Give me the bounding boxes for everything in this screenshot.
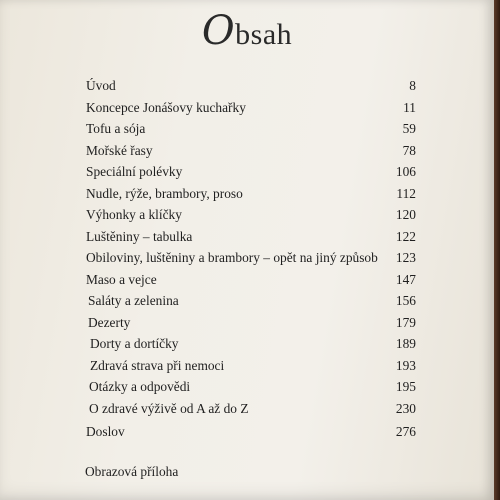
toc-entry-page: 123 <box>395 250 416 265</box>
book-edge <box>494 0 500 500</box>
toc-entry-title: Nudle, rýže, brambory, proso <box>86 185 243 201</box>
toc-entry <box>78 333 416 355</box>
toc-entry-title: Maso a vejce <box>86 271 157 287</box>
toc-entry-page: 122 <box>395 228 416 244</box>
toc-entry <box>78 161 416 183</box>
toc-entry-title: Luštěniny – tabulka <box>86 228 193 244</box>
toc-entry-title: Otázky a odpovědi <box>89 379 191 394</box>
toc-entry-page: 106 <box>395 164 416 179</box>
toc-entry-page: 120 <box>395 207 416 222</box>
toc-entry <box>78 376 416 398</box>
toc-entry <box>78 75 416 97</box>
toc-entry <box>78 97 416 119</box>
toc-entry <box>78 140 416 162</box>
appendix-label: Obrazová příloha <box>85 464 179 479</box>
toc-entry-title: O zdravé výživě od A až do Z <box>89 400 249 416</box>
toc-entry-title: Obiloviny, luštěniny a brambory – opět na jiný způsob <box>86 250 378 265</box>
toc-entry-page: 189 <box>395 336 416 351</box>
toc-entry-page: 147 <box>395 271 416 287</box>
toc-entry-title: Doslov <box>86 424 125 439</box>
toc-entry-title: Dezerty <box>88 314 131 330</box>
toc-entry-title: Tofu a sója <box>86 121 146 136</box>
title-initial: O <box>201 8 236 54</box>
toc-entry <box>78 312 416 334</box>
toc-entry-title: Dorty a dortíčky <box>90 336 179 351</box>
toc-entry <box>78 118 416 140</box>
toc-entry-page: 156 <box>395 293 416 308</box>
toc-entry <box>78 290 416 312</box>
toc-entry-title: Zdravá strava při nemoci <box>90 357 225 373</box>
toc-entry-page: 59 <box>402 121 416 136</box>
table-of-contents <box>78 75 416 443</box>
toc-entry-title: Speciální polévky <box>86 164 183 179</box>
toc-entry <box>78 204 416 226</box>
toc-entry <box>78 398 416 420</box>
toc-entry-title: Koncepce Jonášovy kuchařky <box>86 99 246 115</box>
toc-entry-page: 230 <box>395 400 416 416</box>
toc-entry <box>78 421 416 443</box>
toc-entry-page: 78 <box>402 142 416 158</box>
page-title <box>0 8 494 54</box>
toc-entry-page: 179 <box>395 314 416 330</box>
toc-entry-page: 195 <box>395 379 416 394</box>
toc-entry <box>78 183 416 205</box>
toc-entry-page: 11 <box>403 99 416 115</box>
toc-entry-title: Výhonky a klíčky <box>86 207 182 222</box>
toc-entry <box>78 355 416 377</box>
title-rest: bsah <box>235 18 293 51</box>
toc-entry <box>78 226 416 248</box>
toc-entry-title: Saláty a zelenina <box>88 293 179 308</box>
toc-entry-page: 276 <box>395 424 416 439</box>
toc-entry-title: Úvod <box>86 78 116 93</box>
toc-entry-page: 112 <box>396 185 416 201</box>
toc-entry-title: Mořské řasy <box>86 142 153 158</box>
toc-entry-page: 193 <box>395 357 416 373</box>
toc-entry <box>78 269 416 291</box>
toc-entry <box>78 247 416 269</box>
toc-entry-page: 8 <box>409 78 416 93</box>
